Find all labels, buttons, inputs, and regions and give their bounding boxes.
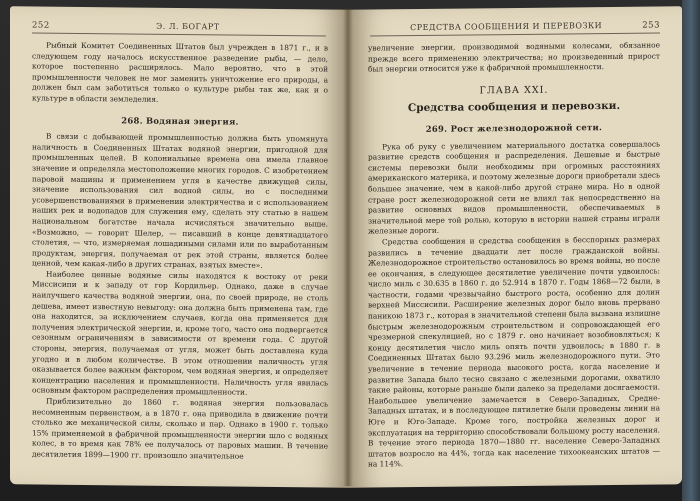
- right-page-number: 253: [642, 20, 660, 31]
- paragraph-continuation: увеличение энергии, производимой водяными колесами, обязанное прежде всего применению электричества; но произведенный прирост был энергии относится уже к фабричной промышленности.: [368, 40, 660, 74]
- right-page-content: [368, 40, 660, 477]
- paragraph: В связи с добывающей промышленностью должна быть упомянута наличность в Соединенных Штатах водяной энергии, пригодной для промышленных целей. В колониальные времена она имела главное значение и определяла местоположение многих городов. С изобретением паровой машины и применением угля в качестве движущей силы, значение использования сил водной силы, но с последними усовершенствованиями в применении электричества и с использованием наших рек и водопадов для служения ему, сделать эту статью в нашем национальном богатстве начала исчисляться значительно выше. «Возможно, — говорит Шелер, — писавший в конце девятнадцатого столетия, — что, измеряемая лошадиными силами или по выработанным продуктам, энергия, получаемая от рек этой страны, является более ценной, чем какая-либо в других странах, взятых вместе».: [32, 131, 328, 271]
- left-page-content: [32, 40, 328, 477]
- chapter-label: ГЛАВА XXI.: [479, 84, 549, 97]
- chapter-title: Средства сообщения и перевозки.: [407, 100, 621, 115]
- paragraph: Средства сообщения и средства сообщения в бесспорных размерах развились в течение двадцати лет после гражданской войны. Железнодорожное строительство остановилось во время войны, но после ее окончания, в следующее десятилетие увеличение почти удвоилось: число миль с 30.635 в 1860 г. до 52.914 в 1870 г. Годы 1868—72 были, в частности, годами чрезвычайно быстрого роста, особенно для долин верхней Миссисипи. Расширение железных дорог было вновь прервано паникою 1873 г., которая в значительной степени была вызвана излишне быстрым железнодорожным строительством и сопровождающей его чрезмерной спекуляцией, но с 1879 г. оно начинает возобновляться; к концу десятилетия число миль опять почти удвоилось; в 1880 г. в Соединенных Штатах было 93.296 миль железнодорожного пути. Это увеличение в течение периода высокого роста, когда население и развитие Запада было тесно связано с железными дорогами, охватило такие районы, которые раньше были далеко за пределами досягаемости. Наибольшее увеличение замечается в Северо-Западных, Средне-Западных штатах, и в последующее пятилетие были проведены линии на Юге и Юго-Западе. Кроме того, постройка железных дорог и эксплуатация на территорию способствовали большому росту населения. В течение этого периода 1870—1880 гг. население Северо-Западных штатов возросло на 44%, тогда как население тихоокеанских штатов — на 114%.: [368, 234, 660, 469]
- header-rule: [32, 32, 326, 36]
- paragraph-fish: Рыбный Комитет Соединенных Штатов был учрежден в 1871 г., и в следующем году началось искусственное разведение рыбы, — дело, которое постепенно расширялось. Мало вероятно, что в этой промышленности человек не мог заменить уничтожение его природы, а должен был сам заботиться только о культуре рыбы так же, как и о культуре в области земледелия.: [32, 40, 328, 104]
- section-title-water-energy: 268. Водяная энергия.: [121, 114, 239, 127]
- header-rule: [370, 32, 660, 36]
- right-page-header: [370, 20, 660, 33]
- left-page-header: [32, 20, 326, 33]
- book-binding: [682, 0, 700, 501]
- left-running-head: Э. Л. БОГАРТ: [156, 21, 220, 32]
- right-running-head: СРЕДСТВА СООБЩЕНИЯ И ПЕРЕВОЗКИ: [410, 21, 603, 33]
- left-page-number: 252: [32, 20, 50, 31]
- paragraph: Рука об руку с увеличением материального достатка совершалось развитие средств сообщения и распределения. Дешевые и быстрые системы перевозки были необходимы при огромных расстояниях американского материка, и поэтому железные дороги приобретали здесь большее значение, чем в какой-либо другой стране мира. Но в одной стране рост железнодорожной сети не влиял так непосредственно на развитие основных видов промышленности, обеспечиваемых в значительной мере той ролью, которую в истории нашей страны играли железные дороги.: [368, 139, 660, 236]
- section-title-railroads: 269. Рост железнодорожной сети.: [425, 122, 603, 134]
- paragraph: Приблизительно до 1860 г. водяная энергия пользовалась несомненным первенством, а в 1870 г. она приводила в движение почти столько же механической силы, сколько и пар. Однако в 1900 г. только 15% применяемой в фабричной промышленности энергии шло с водяных колес, в то время как 78% ее получалось от паровых машин. В течение десятилетия 1899—1900 гг. произошло значительное: [32, 396, 328, 461]
- book-gutter: [343, 8, 353, 486]
- paragraph: Наиболее ценные водяные силы находятся к востоку от реки Миссисипи и к западу от гор Кордильер. Однако, даже в случае наилучшего качества водяной энергии, она, по своей природе, не столь дешева, имеет известную невыгоду: она должна быть применена там, где она находится, за исключением случаев, когда она применяется для получения электрической энергии, и, кроме того, часто она подвергается сезонным ограничениям в зависимости от времени года. С другой стороны, энергия, получаемая от угля, может быть доставлена куда угодно и в любом количестве. В этом отношении наличность угля оказывается более важным фактором, чем водяная энергия, и определяет концентрацию населения и промышленности. Наличность угля явилась основным фактором распределения промышленности.: [32, 269, 328, 398]
- left-page: [10, 6, 348, 488]
- right-page: [348, 6, 682, 487]
